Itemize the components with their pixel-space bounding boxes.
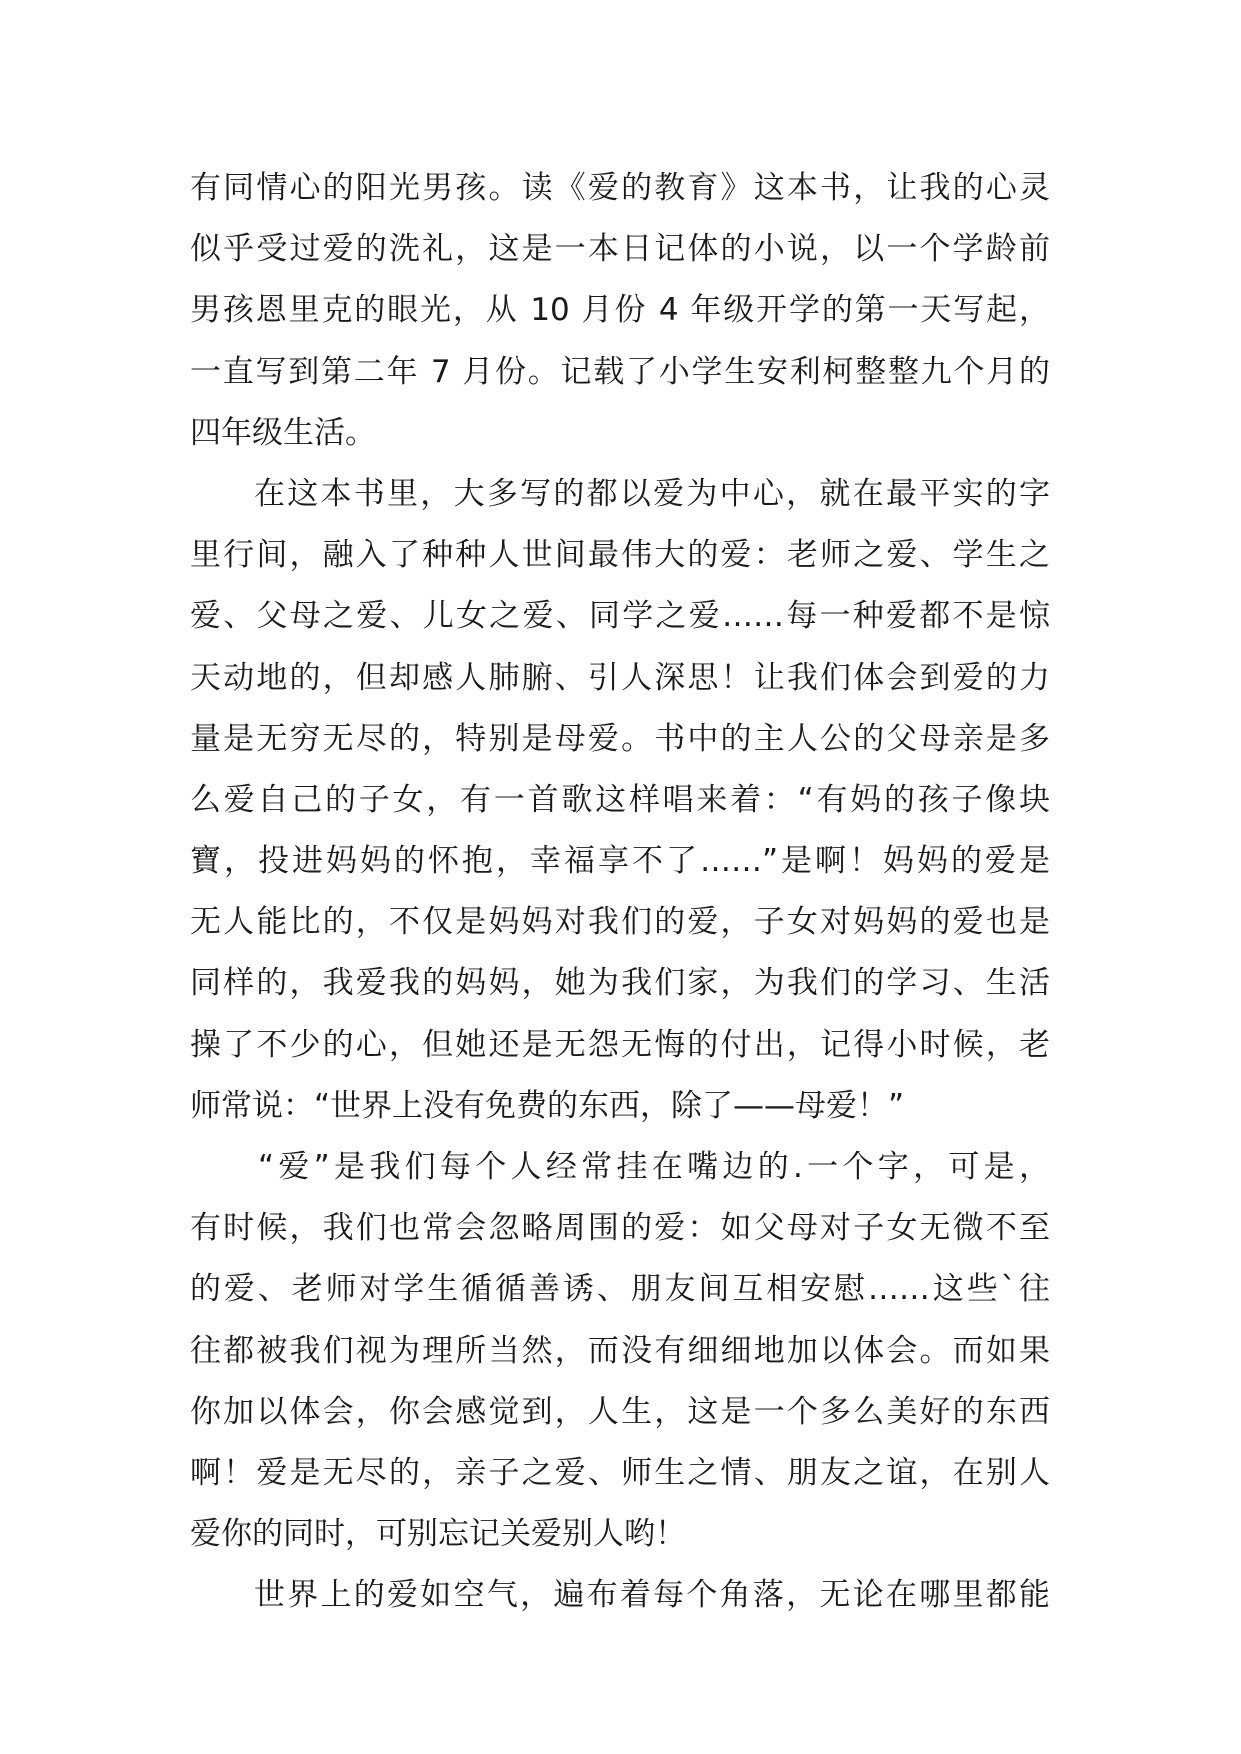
text-line: 爱你的同时，可别忘记关爱别人哟！ (190, 1516, 686, 1553)
text-line: 爱、父母之爱、儿女之爱、同学之爱……每一种爱都不是惊 (190, 598, 1050, 635)
text-line: 有同情心的阳光男孩。读《爱的教育》这本书，让我的心灵 (190, 170, 1050, 206)
text-line: 无人能比的，不仅是妈妈对我们的爱，子女对妈妈的爱也是 (190, 904, 1050, 941)
text-line: 的爱、老师对学生循循善诱、朋友间互相安慰……这些`往 (190, 1271, 1050, 1308)
text-line: 似乎受过爱的洗礼，这是一本日记体的小说，以一个学龄前 (190, 231, 1050, 268)
text-line: 你加以体会，你会感觉到，人生，这是一个多么美好的东西 (190, 1393, 1050, 1430)
text-line: 往都被我们视为理所当然，而没有细细地加以体会。而如果 (190, 1332, 1050, 1369)
text-line: 里行间，融入了种种人世间最伟大的爱：老师之爱、学生之 (190, 537, 1050, 574)
body-text (190, 158, 1050, 1627)
paragraph-start-line: 世界上的爱如空气，遍布着每个角落，无论在哪里都能 (254, 1577, 1050, 1614)
text-line: 师常说：“世界上没有免费的东西，除了——母爱！” (190, 1087, 905, 1124)
text-line: 男孩恩里克的眼光，从 10 月份 4 年级开学的第一天写起， (190, 292, 1050, 329)
text-line: 一直写到第二年 7 月份。记载了小学生安利柯整整九个月的 (190, 353, 1050, 390)
paragraph-start-line: “爱”是我们每个人经常挂在嘴边的.一个字，可是， (258, 1149, 1050, 1185)
text-line: 天动地的，但却感人肺腑、引人深思！让我们体会到爱的力 (190, 659, 1050, 696)
text-line: 操了不少的心，但她还是无怨无悔的付出，记得小时候，老 (190, 1026, 1050, 1063)
text-line: 有时候，我们也常会忽略周围的爱：如父母对子女无微不至 (190, 1210, 1050, 1247)
paragraph-start-line: 在这本书里，大多写的都以爱为中心，就在最平实的字 (254, 475, 1050, 512)
text-line: 寶，投进妈妈的怀抱，幸福享不了……”是啊！妈妈的爱是 (190, 843, 1050, 880)
text-line: 量是无穷无尽的，特别是母爱。书中的主人公的父母亲是多 (190, 720, 1050, 757)
text-line: 么爱自己的子女，有一首歌这样唱来着：“有妈的孩子像块 (190, 781, 1050, 818)
text-line: 同样的，我爱我的妈妈，她为我们家，为我们的学习、生活 (190, 965, 1050, 1002)
text-line: 啊！爱是无尽的，亲子之爱、师生之情、朋友之谊，在别人 (190, 1454, 1050, 1491)
text-line: 四年级生活。 (190, 414, 376, 451)
